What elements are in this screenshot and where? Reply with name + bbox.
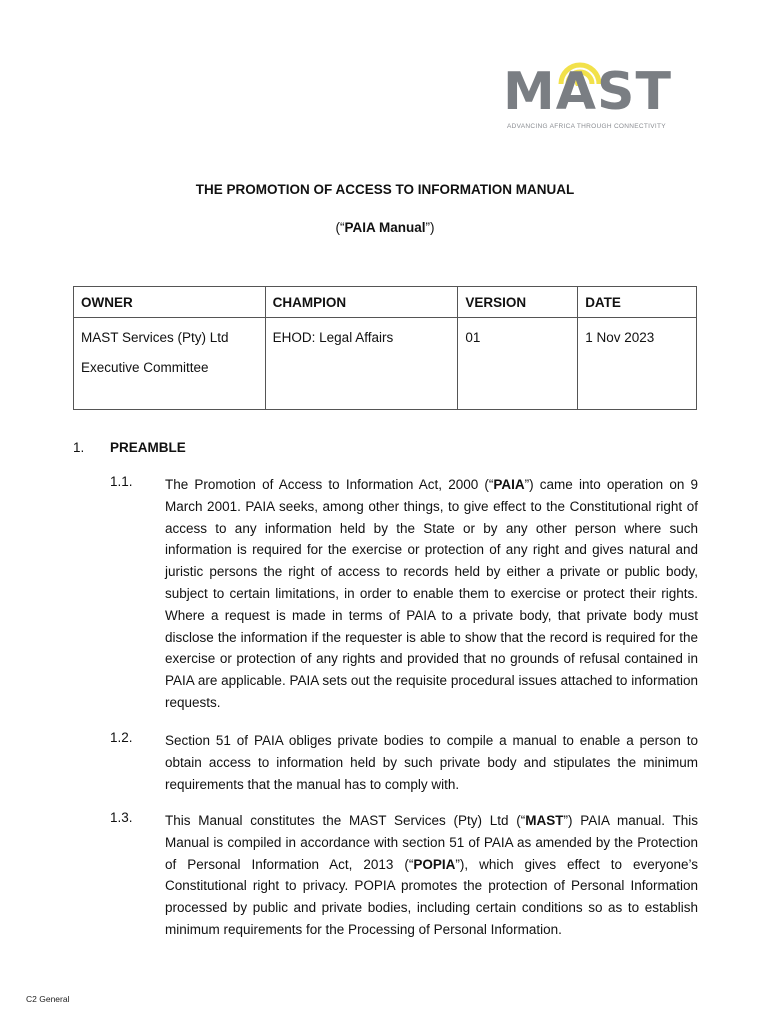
header-version: VERSION: [458, 287, 578, 318]
paragraph-text: Section 51 of PAIA obliges private bodies to compile a manual to enable a person to obtain access to information held by such private body and stipulates the minimum requirements that the manual has to comply with.: [165, 733, 698, 792]
document-title: THE PROMOTION OF ACCESS TO INFORMATION MANUAL: [195, 182, 575, 197]
paragraph-number: 1.1.: [110, 474, 133, 489]
paragraph-1-1: [110, 474, 698, 714]
cell-owner: MAST Services (Pty) Ltd Executive Committee: [74, 318, 266, 410]
document-subtitle: (“PAIA Manual”): [335, 220, 435, 235]
section-number: 1.: [73, 440, 85, 455]
paragraph-text: This Manual constitutes the MAST Services (Pty) Ltd (“MAST”) PAIA manual. This Manual is compiled in accordance with section 51 of PAIA as amended by the Protection of Personal Information Act, 2013 (“POPIA”), which gives effect to everyone’s Constitutional right to privacy. POPIA promotes the protection of Personal Information processed by public and private bodies, including certain conditions so as to establish minimum requirements for the Processing of Personal Information.: [165, 813, 698, 937]
table-row: [74, 318, 697, 410]
document-info-table: [73, 286, 697, 410]
mast-logo: [503, 50, 679, 134]
paragraph-1-3: [110, 810, 698, 941]
paragraph-number: 1.3.: [110, 810, 133, 825]
header-date: DATE: [578, 287, 697, 318]
header-owner: OWNER: [74, 287, 266, 318]
logo-wordmark: MAST: [503, 62, 672, 122]
cell-date: 1 Nov 2023: [578, 318, 697, 410]
table-header-row: [74, 287, 697, 318]
paragraph-text: The Promotion of Access to Information Act, 2000 (“PAIA”) came into operation on 9 March 2001. PAIA seeks, among other things, to give effect to the Constitutional right of access to any information held by the State or by any other person where such information is required for the exercise or protection of any right and gives natural and juristic persons the right of access to records held by either a private or public body, subject to certain limitations, in order to enable them to exercise or protect their rights. Where a request is made in terms of PAIA to a private body, that private body must disclose the information if the requester is able to show that the record is required for the exercise or protection of any rights and provided that no grounds of refusal contained in PAIA are applicable. PAIA sets out the requisite procedural issues attached to information requests.: [165, 477, 698, 710]
header-champion: CHAMPION: [265, 287, 458, 318]
paragraph-1-2: [110, 730, 698, 795]
classification-footer: C2 General: [26, 994, 70, 1004]
cell-champion: EHOD: Legal Affairs: [265, 318, 458, 410]
paragraph-number: 1.2.: [110, 730, 133, 745]
logo-tagline: ADVANCING AFRICA THROUGH CONNECTIVITY: [507, 123, 666, 130]
section-title: PREAMBLE: [110, 440, 186, 455]
cell-version: 01: [458, 318, 578, 410]
